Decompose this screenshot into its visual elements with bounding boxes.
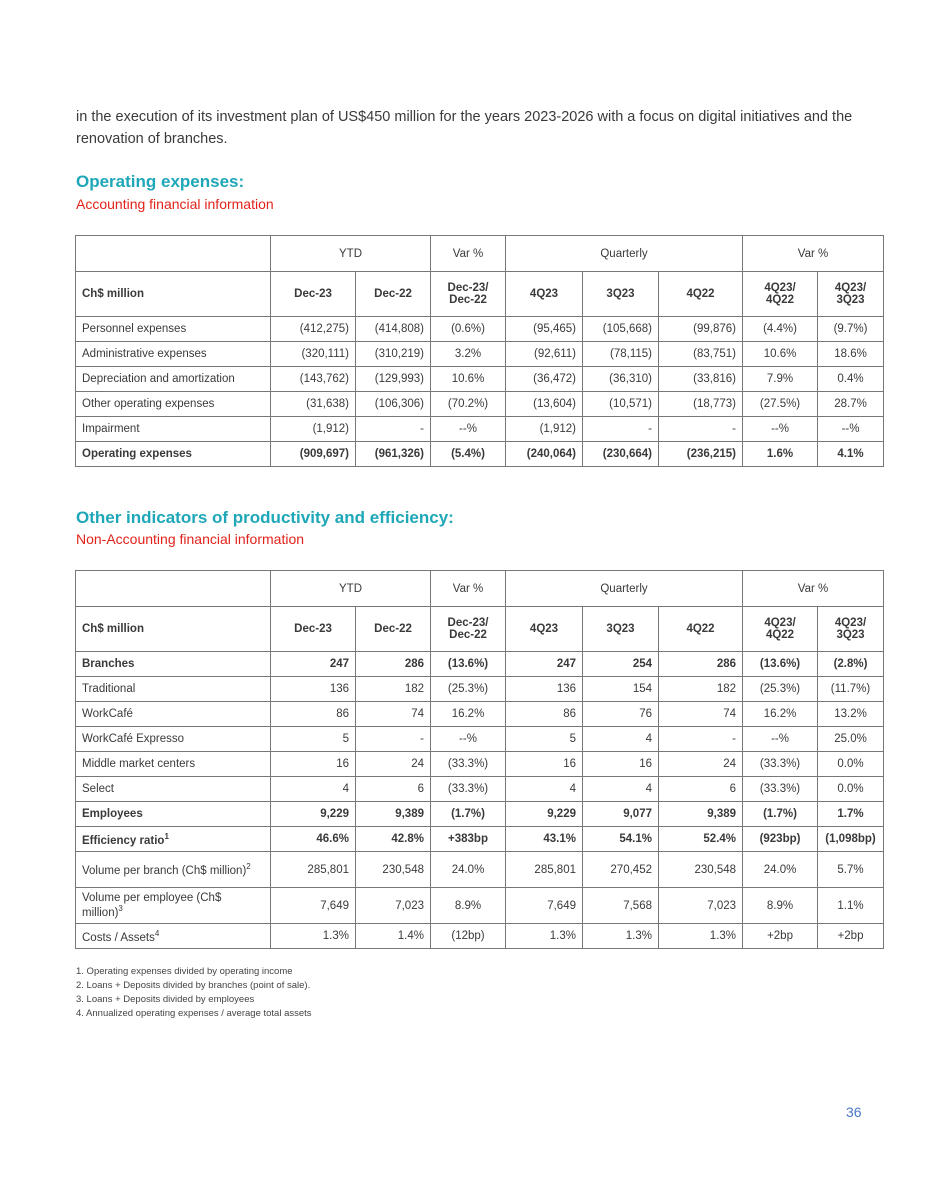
value-cell: 247	[271, 652, 356, 677]
value-cell: (13.6%)	[743, 652, 818, 677]
group-header-row	[76, 571, 884, 607]
value-cell: (143,762)	[271, 367, 356, 392]
row-label-text: Personnel expenses	[82, 323, 187, 335]
value-cell: (310,219)	[356, 342, 431, 367]
table-row	[76, 392, 884, 417]
value-cell: (13,604)	[506, 392, 583, 417]
value-cell: 24	[356, 752, 431, 777]
value-cell: (25.3%)	[743, 677, 818, 702]
value-cell: 54.1%	[583, 827, 659, 852]
productivity-indicators-table	[75, 570, 884, 949]
table-row	[76, 317, 884, 342]
table-row	[76, 727, 884, 752]
value-cell: (412,275)	[271, 317, 356, 342]
value-cell: (230,664)	[583, 442, 659, 467]
value-cell: 247	[506, 652, 583, 677]
value-cell: 4	[583, 777, 659, 802]
table-row	[76, 677, 884, 702]
group-header: Quarterly	[506, 236, 743, 272]
value-cell: 46.6%	[271, 827, 356, 852]
group-header: Var %	[743, 571, 884, 607]
value-cell: 9,229	[506, 802, 583, 827]
value-cell: 18.6%	[818, 342, 884, 367]
column-header: 4Q23/ 3Q23	[818, 272, 884, 317]
value-cell: 5	[506, 727, 583, 752]
row-label-text: Administrative expenses	[82, 348, 207, 360]
value-cell: +2bp	[818, 924, 884, 949]
value-cell: 24.0%	[431, 852, 506, 888]
value-cell: 8.9%	[743, 888, 818, 924]
value-cell: 25.0%	[818, 727, 884, 752]
value-cell: 7,568	[583, 888, 659, 924]
row-label-text: Middle market centers	[82, 758, 196, 770]
section-title-operating-expenses: Operating expenses:	[76, 172, 245, 191]
row-label-text: Costs / Assets	[82, 931, 155, 944]
value-cell: 7,023	[356, 888, 431, 924]
table-row	[76, 702, 884, 727]
value-cell: 52.4%	[659, 827, 743, 852]
value-cell: (36,472)	[506, 367, 583, 392]
group-header: Var %	[743, 236, 884, 272]
row-label-text: Efficiency ratio	[82, 834, 165, 847]
value-cell: 7,649	[271, 888, 356, 924]
value-cell: 16.2%	[431, 702, 506, 727]
value-cell: 7.9%	[743, 367, 818, 392]
value-cell: (78,115)	[583, 342, 659, 367]
value-cell: 43.1%	[506, 827, 583, 852]
value-cell: 286	[356, 652, 431, 677]
value-cell: 16.2%	[743, 702, 818, 727]
value-cell: (320,111)	[271, 342, 356, 367]
value-cell: (923bp)	[743, 827, 818, 852]
column-header: 4Q22	[659, 272, 743, 317]
column-header: Dec-22	[356, 272, 431, 317]
column-header: Dec-23	[271, 607, 356, 652]
value-cell: 1.3%	[271, 924, 356, 949]
value-cell: 86	[271, 702, 356, 727]
column-header: 4Q23	[506, 272, 583, 317]
value-cell: 1.4%	[356, 924, 431, 949]
value-cell: 13.2%	[818, 702, 884, 727]
table-row	[76, 802, 884, 827]
value-cell: 16	[506, 752, 583, 777]
value-cell: (129,993)	[356, 367, 431, 392]
value-cell: 7,649	[506, 888, 583, 924]
intro-paragraph: in the execution of its investment plan of US$450 million for the years 2023-2026 with a focus on digital initiatives and the renovation of branches.	[76, 109, 853, 147]
value-cell: 136	[506, 677, 583, 702]
value-cell: 10.6%	[431, 367, 506, 392]
group-header-row	[76, 236, 884, 272]
value-cell: (33,816)	[659, 367, 743, 392]
value-cell: (414,808)	[356, 317, 431, 342]
value-cell: 7,023	[659, 888, 743, 924]
row-label	[76, 442, 271, 467]
value-cell: 254	[583, 652, 659, 677]
row-label	[76, 392, 271, 417]
section-subtitle-accounting: Accounting financial information	[76, 196, 274, 212]
value-cell: (18,773)	[659, 392, 743, 417]
row-label-text: Select	[82, 783, 114, 795]
header-empty-cell	[76, 571, 271, 607]
footnote-marker: 4	[154, 928, 160, 938]
column-header: 3Q23	[583, 607, 659, 652]
page-number: 36	[846, 1104, 862, 1120]
value-cell: 4.1%	[818, 442, 884, 467]
row-label	[76, 677, 271, 702]
value-cell: (27.5%)	[743, 392, 818, 417]
column-header: 4Q22	[659, 607, 743, 652]
value-cell: 9,389	[356, 802, 431, 827]
value-cell: (33.3%)	[431, 752, 506, 777]
value-cell: 0.0%	[818, 777, 884, 802]
column-header: 4Q23/ 4Q22	[743, 607, 818, 652]
value-cell: 6	[356, 777, 431, 802]
value-cell: 5.7%	[818, 852, 884, 888]
value-cell: --%	[431, 727, 506, 752]
value-cell: +383bp	[431, 827, 506, 852]
value-cell: 24	[659, 752, 743, 777]
row-label-text: Volume per employee (Ch$ million)	[82, 892, 222, 919]
value-cell: (12bp)	[431, 924, 506, 949]
value-cell: --%	[431, 417, 506, 442]
value-cell: (240,064)	[506, 442, 583, 467]
value-cell: (1,098bp)	[818, 827, 884, 852]
row-label	[76, 367, 271, 392]
column-header: Dec-23/ Dec-22	[431, 607, 506, 652]
column-header: 4Q23	[506, 607, 583, 652]
row-label	[76, 827, 271, 852]
value-cell: (36,310)	[583, 367, 659, 392]
row-label	[76, 417, 271, 442]
header-empty-cell	[76, 236, 271, 272]
value-cell: -	[583, 417, 659, 442]
column-header: Dec-23/ Dec-22	[431, 272, 506, 317]
value-cell: (9.7%)	[818, 317, 884, 342]
value-cell: 285,801	[506, 852, 583, 888]
value-cell: (99,876)	[659, 317, 743, 342]
column-header: Dec-22	[356, 607, 431, 652]
value-cell: (1,912)	[271, 417, 356, 442]
value-cell: (105,668)	[583, 317, 659, 342]
value-cell: +2bp	[743, 924, 818, 949]
group-header: Var %	[431, 236, 506, 272]
value-cell: --%	[818, 417, 884, 442]
value-cell: 74	[659, 702, 743, 727]
group-header: YTD	[271, 571, 431, 607]
value-cell: 1.3%	[506, 924, 583, 949]
value-cell: 10.6%	[743, 342, 818, 367]
value-cell: 1.7%	[818, 802, 884, 827]
column-header: 4Q23/ 3Q23	[818, 607, 884, 652]
footnote-marker: 1	[164, 831, 169, 841]
value-cell: 182	[356, 677, 431, 702]
row-label-text: Branches	[82, 658, 135, 670]
table-row	[76, 827, 884, 852]
column-header: 4Q23/ 4Q22	[743, 272, 818, 317]
value-cell: 28.7%	[818, 392, 884, 417]
footnote: 3. Loans + Deposits divided by employees	[76, 994, 255, 1005]
value-cell: 3.2%	[431, 342, 506, 367]
row-label-text: Impairment	[82, 423, 140, 435]
value-cell: -	[356, 417, 431, 442]
value-cell: (95,465)	[506, 317, 583, 342]
value-cell: 6	[659, 777, 743, 802]
value-cell: 4	[583, 727, 659, 752]
value-cell: -	[659, 727, 743, 752]
row-label	[76, 752, 271, 777]
value-cell: 230,548	[659, 852, 743, 888]
group-header: Var %	[431, 571, 506, 607]
value-cell: (1.7%)	[743, 802, 818, 827]
value-cell: 4	[271, 777, 356, 802]
row-label	[76, 852, 271, 888]
row-label	[76, 802, 271, 827]
value-cell: (4.4%)	[743, 317, 818, 342]
column-header: 3Q23	[583, 272, 659, 317]
table-row	[76, 652, 884, 677]
footnote-marker: 3	[118, 904, 123, 914]
value-cell: 230,548	[356, 852, 431, 888]
operating-expenses-table	[75, 235, 884, 467]
row-label-text: Other operating expenses	[82, 398, 215, 410]
table-row	[76, 367, 884, 392]
value-cell: 182	[659, 677, 743, 702]
value-cell: 154	[583, 677, 659, 702]
value-cell: (1,912)	[506, 417, 583, 442]
row-label	[76, 777, 271, 802]
value-cell: (106,306)	[356, 392, 431, 417]
value-cell: 86	[506, 702, 583, 727]
value-cell: (11.7%)	[818, 677, 884, 702]
row-label	[76, 652, 271, 677]
row-label	[76, 727, 271, 752]
value-cell: 16	[271, 752, 356, 777]
value-cell: (5.4%)	[431, 442, 506, 467]
value-cell: 270,452	[583, 852, 659, 888]
value-cell: -	[356, 727, 431, 752]
value-cell: 1.1%	[818, 888, 884, 924]
row-label-text: Employees	[82, 808, 143, 820]
footnote-marker: 2	[246, 862, 251, 872]
value-cell: 9,229	[271, 802, 356, 827]
value-cell: 136	[271, 677, 356, 702]
column-header: Dec-23	[271, 272, 356, 317]
value-cell: 0.4%	[818, 367, 884, 392]
row-label-text: Operating expenses	[82, 448, 192, 460]
value-cell: (2.8%)	[818, 652, 884, 677]
row-label	[76, 702, 271, 727]
value-cell: (33.3%)	[743, 752, 818, 777]
value-cell: 76	[583, 702, 659, 727]
value-cell: (0.6%)	[431, 317, 506, 342]
value-cell: 1.3%	[659, 924, 743, 949]
value-cell: --%	[743, 417, 818, 442]
value-cell: (909,697)	[271, 442, 356, 467]
table-row	[76, 777, 884, 802]
footnote: 4. Annualized operating expenses / average total assets	[76, 1008, 312, 1019]
group-header: Quarterly	[506, 571, 743, 607]
value-cell: (33.3%)	[743, 777, 818, 802]
value-cell: 5	[271, 727, 356, 752]
row-label-text: WorkCafé Expresso	[82, 733, 185, 745]
value-cell: 285,801	[271, 852, 356, 888]
value-cell: (31,638)	[271, 392, 356, 417]
table-row	[76, 417, 884, 442]
value-cell: 74	[356, 702, 431, 727]
value-cell: 1.3%	[583, 924, 659, 949]
footnote: 1. Operating expenses divided by operating income	[76, 966, 293, 977]
row-label-text: WorkCafé	[82, 708, 133, 720]
value-cell: 0.0%	[818, 752, 884, 777]
table-row	[76, 888, 884, 924]
value-cell: 24.0%	[743, 852, 818, 888]
value-cell: (10,571)	[583, 392, 659, 417]
value-cell: 9,077	[583, 802, 659, 827]
value-cell: 42.8%	[356, 827, 431, 852]
value-cell: (83,751)	[659, 342, 743, 367]
row-label-text: Volume per branch (Ch$ million)	[82, 864, 247, 877]
value-cell: (33.3%)	[431, 777, 506, 802]
table-row	[76, 752, 884, 777]
value-cell: --%	[743, 727, 818, 752]
row-label	[76, 317, 271, 342]
value-cell: 1.6%	[743, 442, 818, 467]
table-row	[76, 852, 884, 888]
section-subtitle-non-accounting: Non-Accounting financial information	[76, 531, 305, 547]
column-header-row	[76, 272, 884, 317]
row-label	[76, 888, 271, 924]
group-header: YTD	[271, 236, 431, 272]
row-label	[76, 342, 271, 367]
value-cell: (13.6%)	[431, 652, 506, 677]
value-cell: 286	[659, 652, 743, 677]
row-label-text: Depreciation and amortization	[82, 373, 235, 385]
column-header: Ch$ million	[76, 607, 271, 652]
row-label-text: Traditional	[82, 683, 136, 695]
row-label	[76, 924, 271, 949]
value-cell: 16	[583, 752, 659, 777]
value-cell: (1.7%)	[431, 802, 506, 827]
table-row	[76, 442, 884, 467]
column-header: Ch$ million	[76, 272, 271, 317]
value-cell: (92,611)	[506, 342, 583, 367]
footnote: 2. Loans + Deposits divided by branches (point of sale).	[76, 980, 311, 991]
value-cell: (961,326)	[356, 442, 431, 467]
table-row	[76, 924, 884, 949]
column-header-row	[76, 607, 884, 652]
value-cell: 8.9%	[431, 888, 506, 924]
footnotes	[76, 965, 312, 1021]
section-title-productivity: Other indicators of productivity and efficiency:	[76, 508, 454, 527]
value-cell: (236,215)	[659, 442, 743, 467]
value-cell: (25.3%)	[431, 677, 506, 702]
table-row	[76, 342, 884, 367]
value-cell: 4	[506, 777, 583, 802]
value-cell: -	[659, 417, 743, 442]
value-cell: (70.2%)	[431, 392, 506, 417]
value-cell: 9,389	[659, 802, 743, 827]
